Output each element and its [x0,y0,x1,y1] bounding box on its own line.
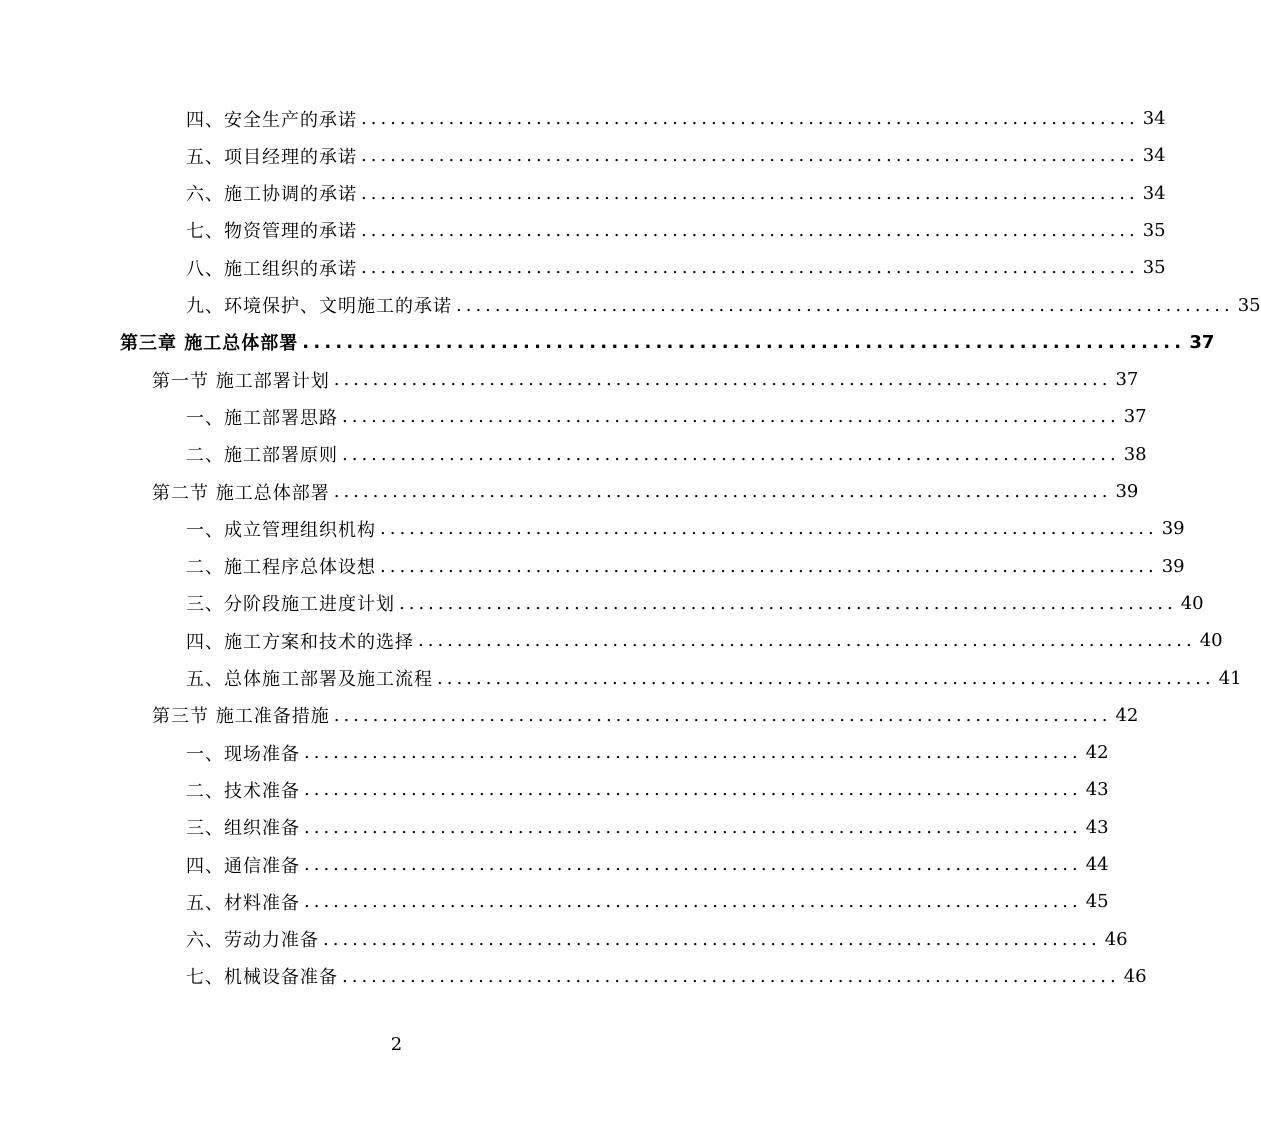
toc-entry-page: 43 [1085,816,1109,838]
toc-entry-label: 九、环境保护、文明施工的承诺 [186,296,452,317]
toc-dot-leader: ................................................................................ [418,630,1196,652]
toc-entry-page: 44 [1085,854,1109,875]
toc-entry-page: 42 [1085,742,1109,764]
toc-entry-item[interactable] [186,137,1166,174]
toc-dot-leader: ................................................................................ [323,928,1101,950]
toc-dot-leader: ................................................................................ [342,406,1120,428]
toc-entry-label: 五、项目经理的承诺 [186,146,357,168]
toc-entry-label: 四、通信准备 [186,855,300,877]
toc-dot-leader: ................................................................................ [437,667,1215,689]
toc-entry-item[interactable] [186,548,1185,585]
toc-entry-item[interactable] [186,436,1147,473]
toc-entry-section[interactable] [152,473,1139,510]
toc-entry-item[interactable] [186,585,1204,622]
toc-dot-leader: ................................................................................ [342,965,1120,987]
toc-entry-item[interactable] [186,921,1128,958]
toc-entry-page: 46 [1123,965,1147,987]
toc-entry-label: 五、材料准备 [186,892,300,914]
toc-entry-label: 三、分阶段施工进度计划 [186,594,395,616]
toc-entry-page: 35 [1142,257,1166,279]
toc-entry-page: 34 [1142,182,1166,204]
toc-entry-item[interactable] [186,846,1109,883]
toc-entry-section[interactable] [152,697,1139,734]
toc-entry-page: 41 [1218,667,1242,689]
toc-entry-page: 46 [1104,928,1128,950]
toc-entry-item[interactable] [186,958,1147,995]
toc-entry-page: 42 [1115,704,1139,726]
toc-entry-label: 一、现场准备 [186,743,300,765]
toc-dot-leader: ................................................................................ [380,518,1158,540]
toc-entry-page: 34 [1142,145,1166,167]
toc-dot-leader: ................................................................................ [333,481,1112,502]
toc-entry-item[interactable] [186,771,1109,808]
toc-entry-item[interactable] [186,100,1166,137]
toc-entry-page: 37 [1189,331,1215,353]
toc-entry-label: 三、组织准备 [186,818,300,840]
toc-dot-leader: ................................................................................ [361,219,1139,241]
toc-entry-page: 40 [1199,630,1223,652]
toc-entry-page: 35 [1237,294,1261,316]
toc-entry-item[interactable] [186,398,1147,435]
toc-entry-page: 45 [1085,891,1109,913]
toc-entry-label: 二、施工程序总体设想 [186,557,376,579]
toc-entry-page: 37 [1115,369,1139,391]
toc-dot-leader: ................................................................................ [361,182,1139,204]
toc-dot-leader: ................................................................................ [342,443,1120,465]
toc-dot-leader: ................................................................................ [361,108,1139,129]
toc-entry-label: 五、总体施工部署及施工流程 [186,669,433,690]
toc-entry-item[interactable] [186,249,1166,286]
toc-dot-leader: ................................................................................ [304,742,1082,764]
toc-entry-label: 六、劳动力准备 [186,930,319,952]
toc-dot-leader: ................................................................................ [304,854,1082,875]
toc-entry-label: 一、成立管理组织机构 [186,519,376,541]
toc-entry-chapter[interactable] [120,324,1215,361]
toc-entry-page: 40 [1180,592,1204,614]
toc-dot-leader: ................................................................................ [304,779,1082,801]
toc-dot-leader: ................................................................................ [361,257,1139,279]
toc-entry-label: 第二节 施工总体部署 [152,482,330,504]
toc-entry-page: 35 [1142,219,1166,241]
toc-entry-section[interactable] [152,361,1139,398]
toc-entry-item[interactable] [186,809,1109,846]
toc-dot-leader: ................................................................................ [304,891,1082,913]
toc-entry-page: 39 [1115,481,1139,502]
toc-entry-label: 一、施工部署思路 [186,407,338,429]
toc-dot-leader: ................................................................................ [304,816,1082,838]
toc-dot-leader: ................................................................................ [333,704,1112,726]
toc-entry-label: 七、物资管理的承诺 [186,221,357,243]
toc-entry-label: 二、施工部署原则 [186,445,338,467]
toc-entry-label: 四、安全生产的承诺 [186,109,357,131]
toc-entry-label: 二、技术准备 [186,780,300,802]
toc-entry-label: 六、施工协调的承诺 [186,184,357,206]
toc-entry-item[interactable] [186,660,1242,697]
toc-entry-item[interactable] [186,212,1166,249]
toc-dot-leader: ................................................................................ [361,145,1139,167]
toc-entry-item[interactable] [186,734,1109,771]
toc-entry-page: 39 [1161,518,1185,540]
toc-entry-item[interactable] [186,287,1261,324]
toc-entry-label: 七、机械设备准备 [186,967,338,989]
toc-dot-leader: ................................................................................ [399,592,1177,614]
toc-entry-page: 34 [1142,108,1166,129]
toc-entry-label: 四、施工方案和技术的选择 [186,631,414,653]
toc-entry-page: 39 [1161,555,1185,577]
toc-entry-label: 八、施工组织的承诺 [186,258,357,280]
page-number: 2 [390,1034,403,1055]
toc-entry-item[interactable] [186,883,1109,920]
toc-entry-item[interactable] [186,622,1223,659]
toc-dot-leader: ................................................................................ [302,331,1186,353]
toc-entry-page: 43 [1085,779,1109,801]
toc-dot-leader: ................................................................................ [333,369,1112,391]
toc-entry-label: 第一节 施工部署计划 [152,370,330,392]
toc-entry-item[interactable] [186,175,1166,212]
toc-dot-leader: ................................................................................ [380,555,1158,577]
toc-entry-page: 38 [1123,443,1147,465]
toc-dot-leader: ................................................................................ [456,294,1234,316]
toc-entry-item[interactable] [186,510,1185,547]
toc-entry-label: 第三章 施工总体部署 [120,333,299,355]
toc-entry-page: 37 [1123,406,1147,428]
toc-entry-label: 第三节 施工准备措施 [152,706,330,728]
